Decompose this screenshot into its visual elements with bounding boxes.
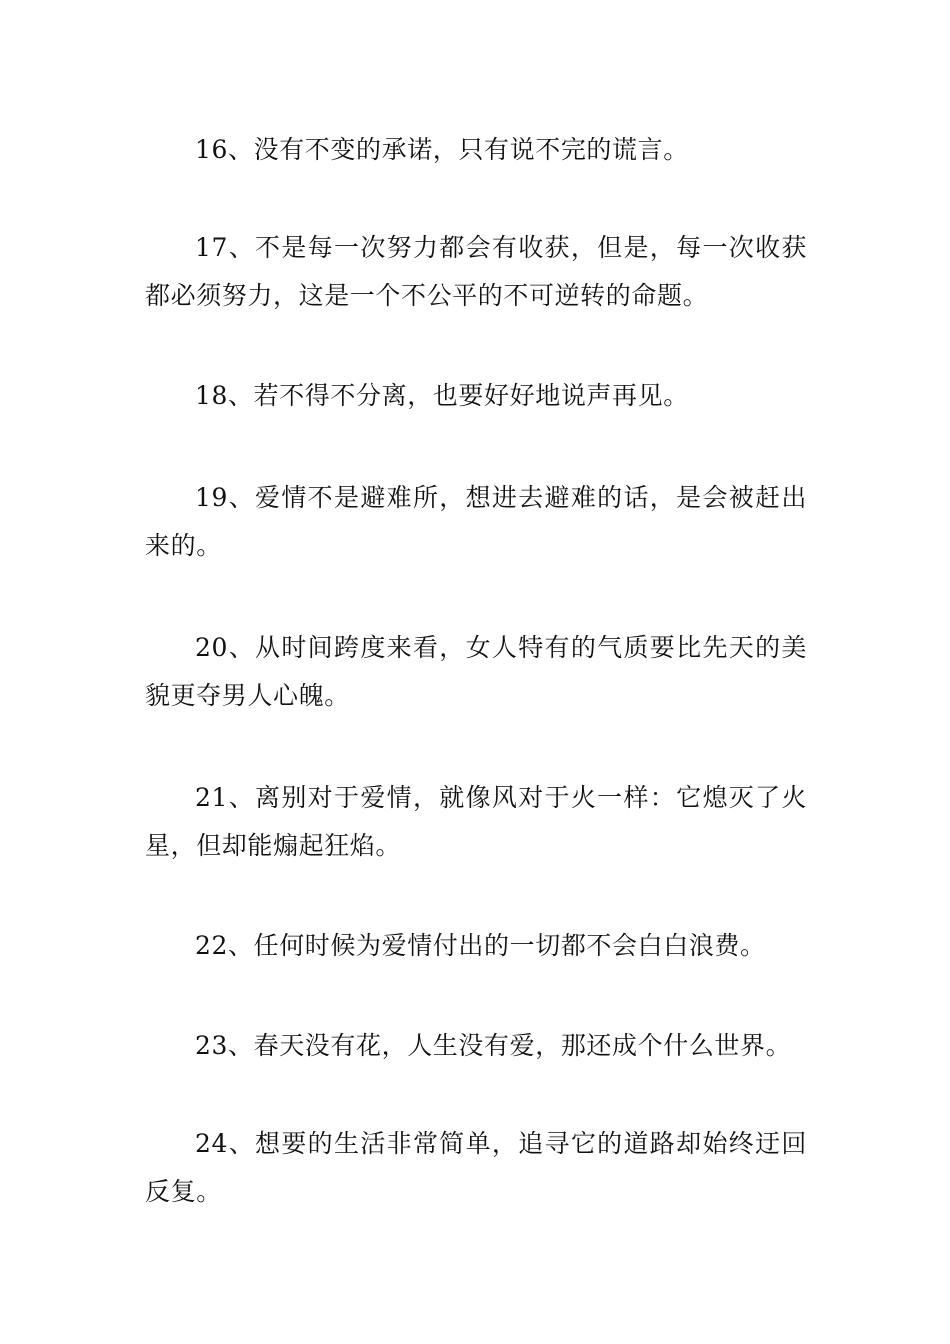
paragraph-16: 16、没有不变的承诺，只有说不完的谎言。 — [195, 135, 689, 164]
paragraph-24: 24、想要的生活非常简单，追寻它的道路却始终迂回反复。 — [145, 1129, 807, 1206]
paragraph-21: 21、离别对于爱情，就像风对于火一样：它熄灭了火星，但却能煽起狂焰。 — [145, 783, 807, 860]
paragraph-18: 18、若不得不分离，也要好好地说声再见。 — [195, 381, 689, 410]
paragraph-23: 23、春天没有花，人生没有爱，那还成个什么世界。 — [195, 1031, 792, 1060]
paragraph-22: 22、任何时候为爱情付出的一切都不会白白浪费。 — [195, 931, 766, 960]
paragraph-19: 19、爱情不是避难所，想进去避难的话，是会被赶出来的。 — [145, 483, 807, 560]
paragraph-17: 17、不是每一次努力都会有收获，但是，每一次收获都必须努力，这是一个不公平的不可逆转的命题。 — [145, 233, 807, 310]
paragraph-20: 20、从时间跨度来看，女人特有的气质要比先天的美貌更夺男人心魄。 — [145, 633, 807, 710]
